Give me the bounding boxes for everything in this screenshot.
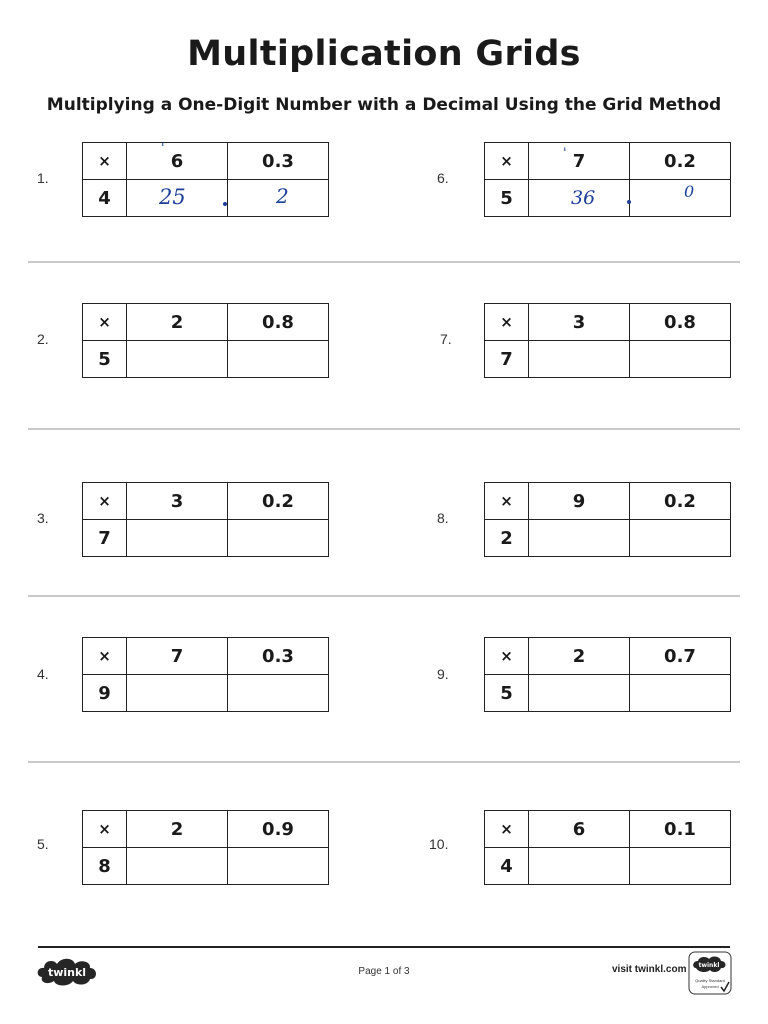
multiplication-grid: [484, 810, 731, 885]
multiplier-cell: 5: [83, 341, 127, 378]
question-number: 5.: [37, 836, 49, 852]
multiplier-cell: 5: [485, 180, 529, 217]
multiplication-grid: [82, 142, 329, 217]
svg-text:Quality Standard: Quality Standard: [695, 978, 725, 983]
svg-text:twinkl: twinkl: [698, 962, 720, 969]
answer-cell[interactable]: [529, 520, 630, 557]
question-number: 6.: [437, 170, 449, 186]
section-divider: [28, 761, 740, 763]
multiplication-grid: [484, 303, 731, 378]
decimal-cell: 0.8: [630, 304, 731, 341]
operator-cell: ×: [83, 811, 127, 848]
section-divider: [28, 428, 740, 430]
decimal-cell: 0.9: [228, 811, 329, 848]
footer-rule: [38, 946, 730, 948]
factor-cell: 3: [529, 304, 630, 341]
multiplier-cell: 8: [83, 848, 127, 885]
factor-cell: [529, 143, 630, 180]
multiplier-cell: 5: [485, 675, 529, 712]
question-number: 7.: [440, 331, 452, 347]
page-number: Page 1 of 3: [358, 966, 410, 977]
answer-cell[interactable]: [228, 675, 329, 712]
question-number: 9.: [437, 666, 449, 682]
answer-cell[interactable]: [630, 520, 731, 557]
handwritten-answer: 36: [571, 187, 596, 209]
decimal-cell: 0.2: [630, 483, 731, 520]
multiplication-grid: [484, 142, 731, 217]
question-number: 10.: [429, 836, 449, 852]
question-number: 1.: [37, 170, 49, 186]
factor-value: 7: [572, 150, 586, 172]
answer-cell[interactable]: [228, 848, 329, 885]
question-number: 4.: [37, 666, 49, 682]
answer-cell[interactable]: [630, 848, 731, 885]
factor-cell: 2: [127, 304, 228, 341]
answer-cell[interactable]: [529, 180, 630, 217]
svg-text:Approved: Approved: [701, 984, 719, 989]
operator-cell: ×: [83, 304, 127, 341]
factor-cell: 7: [127, 638, 228, 675]
operator-cell: ×: [83, 638, 127, 675]
factor-cell: 6: [529, 811, 630, 848]
operator-cell: ×: [83, 143, 127, 180]
operator-cell: ×: [485, 304, 529, 341]
answer-cell[interactable]: [529, 848, 630, 885]
section-divider: [28, 595, 740, 597]
multiplier-cell: 9: [83, 675, 127, 712]
page-title: Multiplication Grids: [187, 34, 581, 74]
multiplier-cell: 4: [83, 180, 127, 217]
question-number: 8.: [437, 510, 449, 526]
answer-cell[interactable]: [127, 520, 228, 557]
answer-cell[interactable]: [630, 180, 731, 217]
logo-text: twinkl: [47, 966, 87, 979]
section-divider: [28, 261, 740, 263]
decimal-cell: 0.2: [228, 483, 329, 520]
decimal-cell: 0.3: [228, 143, 329, 180]
operator-cell: ×: [83, 483, 127, 520]
answer-cell[interactable]: [529, 341, 630, 378]
handwritten-answer: 0: [684, 182, 695, 201]
operator-cell: ×: [485, 143, 529, 180]
decimal-cell: 0.8: [228, 304, 329, 341]
multiplier-cell: 2: [485, 520, 529, 557]
page-subtitle: Multiplying a One-Digit Number with a Decimal Using the Grid Method: [46, 95, 722, 115]
answer-cell[interactable]: [630, 341, 731, 378]
operator-cell: ×: [485, 483, 529, 520]
answer-cell[interactable]: [228, 520, 329, 557]
multiplier-cell: 7: [485, 341, 529, 378]
decimal-cell: 0.1: [630, 811, 731, 848]
handwritten-answer: 2: [276, 184, 289, 208]
decimal-cell: 0.7: [630, 638, 731, 675]
multiplication-grid: [82, 303, 329, 378]
answer-cell[interactable]: [127, 848, 228, 885]
operator-cell: ×: [485, 811, 529, 848]
multiplication-grid: [484, 482, 731, 557]
factor-value: 6: [170, 150, 184, 172]
factor-cell: 3: [127, 483, 228, 520]
quality-badge-icon: [688, 951, 732, 995]
decimal-cell: 0.3: [228, 638, 329, 675]
question-number: 2.: [37, 331, 49, 347]
answer-cell[interactable]: [127, 341, 228, 378]
handwritten-decimal-point: [223, 202, 227, 206]
multiplication-grid: [82, 810, 329, 885]
multiplier-cell: 4: [485, 848, 529, 885]
visit-link[interactable]: visit twinkl.com: [612, 964, 687, 975]
answer-cell[interactable]: [529, 675, 630, 712]
multiplication-grid: [82, 637, 329, 712]
operator-cell: ×: [485, 638, 529, 675]
answer-cell[interactable]: [127, 675, 228, 712]
factor-cell: [127, 143, 228, 180]
factor-cell: 9: [529, 483, 630, 520]
factor-cell: 2: [529, 638, 630, 675]
answer-cell[interactable]: [228, 180, 329, 217]
factor-cell: 2: [127, 811, 228, 848]
answer-cell[interactable]: [228, 341, 329, 378]
handwritten-answer: 25: [159, 185, 186, 209]
answer-cell[interactable]: [630, 675, 731, 712]
multiplier-cell: 7: [83, 520, 127, 557]
multiplication-grid: [82, 482, 329, 557]
multiplication-grid: [484, 637, 731, 712]
handwritten-mark: ': [563, 146, 567, 161]
decimal-cell: 0.2: [630, 143, 731, 180]
question-number: 3.: [37, 510, 49, 526]
handwritten-mark: ': [161, 141, 165, 156]
answer-cell[interactable]: [127, 180, 228, 217]
